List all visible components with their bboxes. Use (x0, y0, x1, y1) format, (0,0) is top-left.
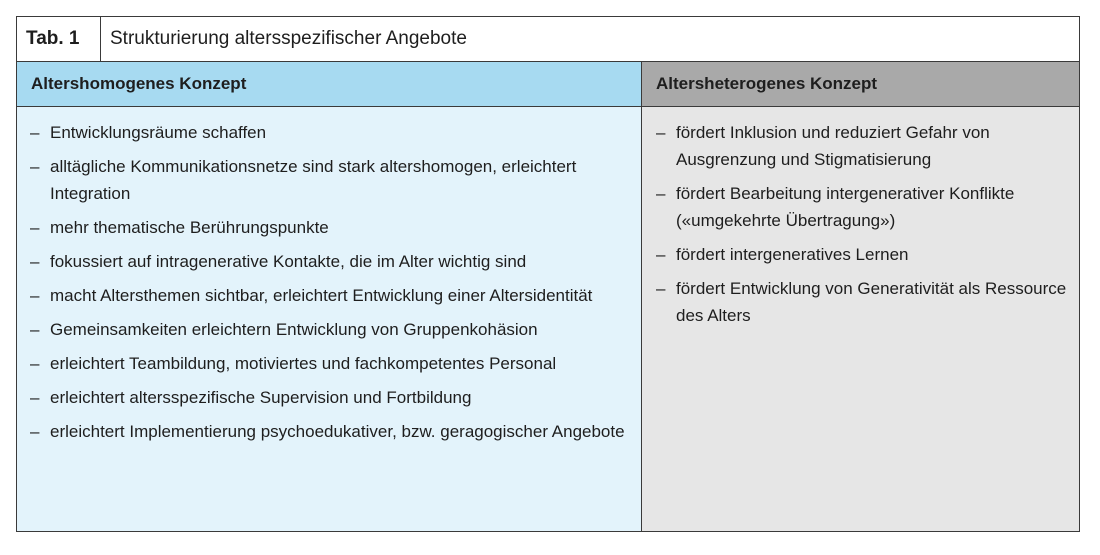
list-item-text: erleichtert Teambildung, motiviertes und fachkompetentes Personal (50, 354, 557, 373)
column-body-altersheterogen (642, 107, 1079, 531)
list-item: – erleichtert Implementierung psychoedukativer, bzw. geragogischer Angebote (30, 422, 625, 441)
list-item: – mehr thematische Berührungspunkte (30, 218, 329, 237)
list-item-text: Entwicklungsräume schaffen (50, 123, 267, 142)
list-item: – fördert Entwicklung von Generativität als Ressource des Alters (656, 279, 1067, 325)
table-label: Tab. 1 (17, 17, 101, 61)
column-heading-altersheterogen: Altersheterogenes Konzept (642, 62, 1079, 106)
table-header-row (17, 62, 1079, 107)
list-item-text: mehr thematische Berührungspunkte (50, 218, 329, 237)
list-item-text: fördert Bearbeitung intergenerativer Konflikte («umgekehrte Übertragung») (676, 184, 1015, 230)
list-item: – erleichtert Teambildung, motiviertes und fachkompetentes Personal (30, 354, 557, 373)
altersheterogen-list (656, 119, 1069, 329)
altershomogen-list (30, 119, 631, 445)
list-item-text: Gemeinsamkeiten erleichtern Entwicklung von Gruppenkohäsion (50, 320, 538, 339)
list-item: – fokussiert auf intragenerative Kontakte, die im Alter wichtig sind (30, 252, 527, 271)
list-item-text: fokussiert auf intragenerative Kontakte, die im Alter wichtig sind (50, 252, 527, 271)
column-heading-altershomogen: Altershomogenes Konzept (17, 62, 642, 106)
list-item: – macht Altersthemen sichtbar, erleichtert Entwicklung einer Altersidentität (30, 286, 593, 305)
list-item: – alltägliche Kommunikationsnetze sind stark altershomogen, erleichtert Integration (30, 157, 577, 203)
list-item: – Entwicklungsräume schaffen (30, 123, 267, 142)
list-item: – fördert Bearbeitung intergenerativer Konflikte («umgekehrte Übertragung») (656, 184, 1015, 230)
list-item-text: fördert Entwicklung von Generativität als Ressource des Alters (676, 279, 1067, 325)
list-item: – Gemeinsamkeiten erleichtern Entwicklung von Gruppenkohäsion (30, 320, 538, 339)
table-title-row (17, 17, 1079, 62)
list-item-text: fördert Inklusion und reduziert Gefahr von Ausgrenzung und Stigmatisierung (676, 123, 990, 169)
list-item-text: erleichtert Implementierung psychoedukativer, bzw. geragogischer Angebote (50, 422, 625, 441)
list-item-text: macht Altersthemen sichtbar, erleichtert Entwicklung einer Altersidentität (50, 286, 593, 305)
table-body-row (17, 107, 1079, 531)
list-item: – fördert intergeneratives Lernen (656, 245, 909, 264)
list-item-text: alltägliche Kommunikationsnetze sind stark altershomogen, erleichtert Integration (50, 157, 577, 203)
list-item: – fördert Inklusion und reduziert Gefahr von Ausgrenzung und Stigmatisierung (656, 123, 990, 169)
column-body-altershomogen (17, 107, 642, 531)
list-item-text: erleichtert altersspezifische Supervision und Fortbildung (50, 388, 472, 407)
list-item-text: fördert intergeneratives Lernen (676, 245, 909, 264)
table-1 (16, 16, 1080, 532)
list-item: – erleichtert altersspezifische Supervision und Fortbildung (30, 388, 472, 407)
table-title: Strukturierung altersspezifischer Angebote (110, 28, 467, 49)
